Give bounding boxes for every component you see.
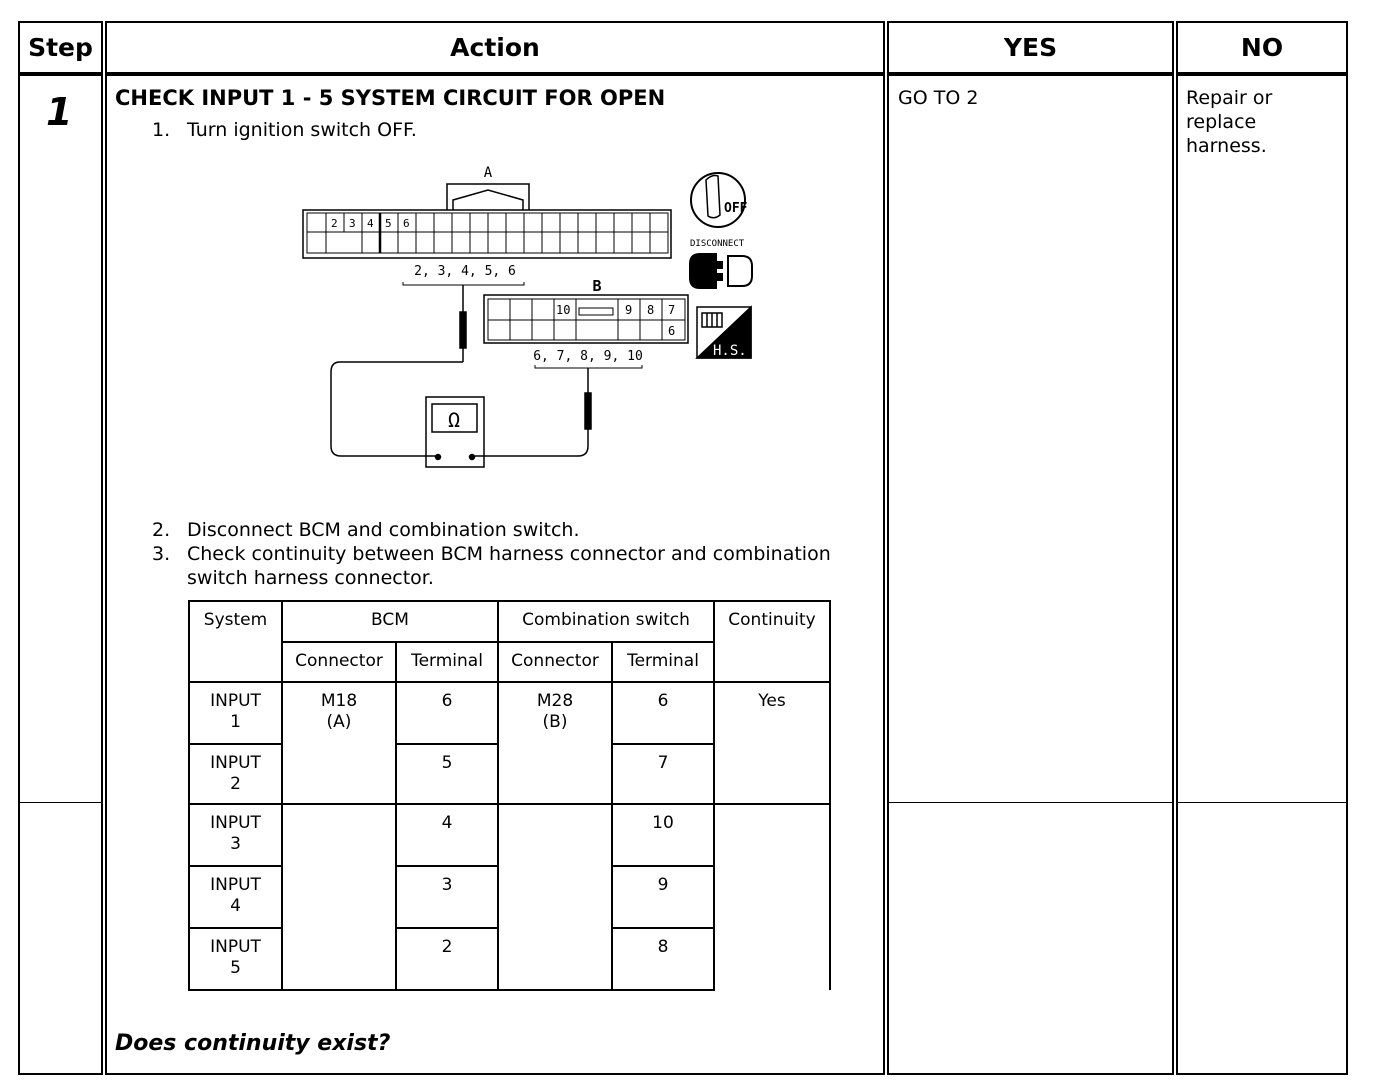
instruction-number: 1. [152,119,171,141]
continuity-empty [714,804,830,866]
pin-a-5: 5 [385,217,392,230]
instruction-3-text: Check continuity between BCM harness connector and combination [187,543,831,565]
system-cell: INPUT 2 [189,744,282,804]
header-switch-terminal: Terminal [612,642,714,682]
switch-connector-empty [498,744,612,804]
connector-a-callout: 2, 3, 4, 5, 6 [414,264,516,279]
continuity-empty [714,866,830,928]
ohm-symbol: Ω [447,408,461,432]
header-bcm: BCM [282,601,498,642]
switch-connector-empty [498,928,612,990]
header-bcm-connector: Connector [282,642,396,682]
bcm-terminal-cell: 4 [396,804,498,866]
continuity-cell: Yes [714,682,830,744]
yes-action: GO TO 2 [898,87,979,109]
table-row [189,682,830,744]
connector-b [484,277,688,368]
continuity-empty [714,744,830,804]
pin-b-6: 6 [668,324,676,338]
instruction-3-text-cont: switch harness connector. [187,567,434,589]
bcm-connector-empty [282,804,396,866]
ignition-off-icon [691,173,748,227]
header-combination-switch: Combination switch [498,601,714,642]
ignition-off-label: OFF [724,201,748,216]
connector-a-label: A [483,165,493,181]
pin-a-4: 4 [367,217,374,230]
instruction-2-number: 2. [152,519,171,541]
header-continuity: Continuity [714,601,830,682]
probe-b-lead [470,368,591,456]
step-title: CHECK INPUT 1 - 5 SYSTEM CIRCUIT FOR OPEN [115,86,666,110]
continuity-table [188,600,831,991]
table-row [189,866,830,928]
bcm-terminal-cell: 5 [396,744,498,804]
switch-terminal-cell: 7 [612,744,714,804]
switch-terminal-cell: 6 [612,682,714,744]
continuity-question: Does continuity exist? [115,1031,391,1056]
disconnect-label: DISCONNECT [690,239,745,249]
harness-side-icon [697,307,751,359]
bcm-terminal-cell: 3 [396,866,498,928]
no-action-line: replace [1186,111,1257,133]
disconnect-icon [690,239,752,288]
switch-terminal-cell: 9 [612,866,714,928]
system-cell: INPUT 3 [189,804,282,866]
no-header: NO [1240,33,1284,62]
header-switch-connector: Connector [498,642,612,682]
pin-b-8: 8 [647,303,655,317]
switch-connector-empty [498,804,612,866]
bcm-connector-cell: M18 (A) [282,682,396,744]
no-action-line: Repair or [1186,87,1273,109]
header-system: System [189,601,282,682]
instruction-2-text: Disconnect BCM and combination switch. [187,519,580,541]
connector-a [303,165,671,285]
step-number: 1 [46,90,73,134]
continuity-empty [714,928,830,990]
table-row [189,928,830,990]
yes-header: YES [1003,33,1058,62]
bcm-connector-empty [282,928,396,990]
pin-b-9: 9 [625,303,633,317]
bcm-connector-empty [282,866,396,928]
instruction-3-number: 3. [152,543,171,565]
pin-a-6: 6 [403,217,410,230]
step-header: Step [28,33,93,62]
pin-b-10: 10 [556,303,571,317]
system-cell: INPUT 1 [189,682,282,744]
connector-b-callout: 6, 7, 8, 9, 10 [533,349,643,364]
switch-terminal-cell: 8 [612,928,714,990]
no-action-line: harness. [1186,135,1267,157]
no-action [1186,86,1272,158]
hs-label: H.S. [713,343,747,359]
switch-terminal-cell: 10 [612,804,714,866]
switch-connector-cell: M28 (B) [498,682,612,744]
table-row [189,804,830,866]
system-cell: INPUT 5 [189,928,282,990]
instruction-1-text: Turn ignition switch OFF. [187,119,417,141]
header-bcm-terminal: Terminal [396,642,498,682]
pin-b-7: 7 [668,303,676,317]
connector-b-label: B [592,277,602,295]
bcm-terminal-cell: 6 [396,682,498,744]
pin-a-2: 2 [331,217,338,230]
bcm-connector-empty [282,744,396,804]
bcm-terminal-cell: 2 [396,928,498,990]
system-cell: INPUT 4 [189,866,282,928]
probe-a-lead [331,285,466,456]
action-header: Action [450,33,540,62]
switch-connector-empty [498,866,612,928]
pin-a-3: 3 [349,217,356,230]
table-row [189,744,830,804]
